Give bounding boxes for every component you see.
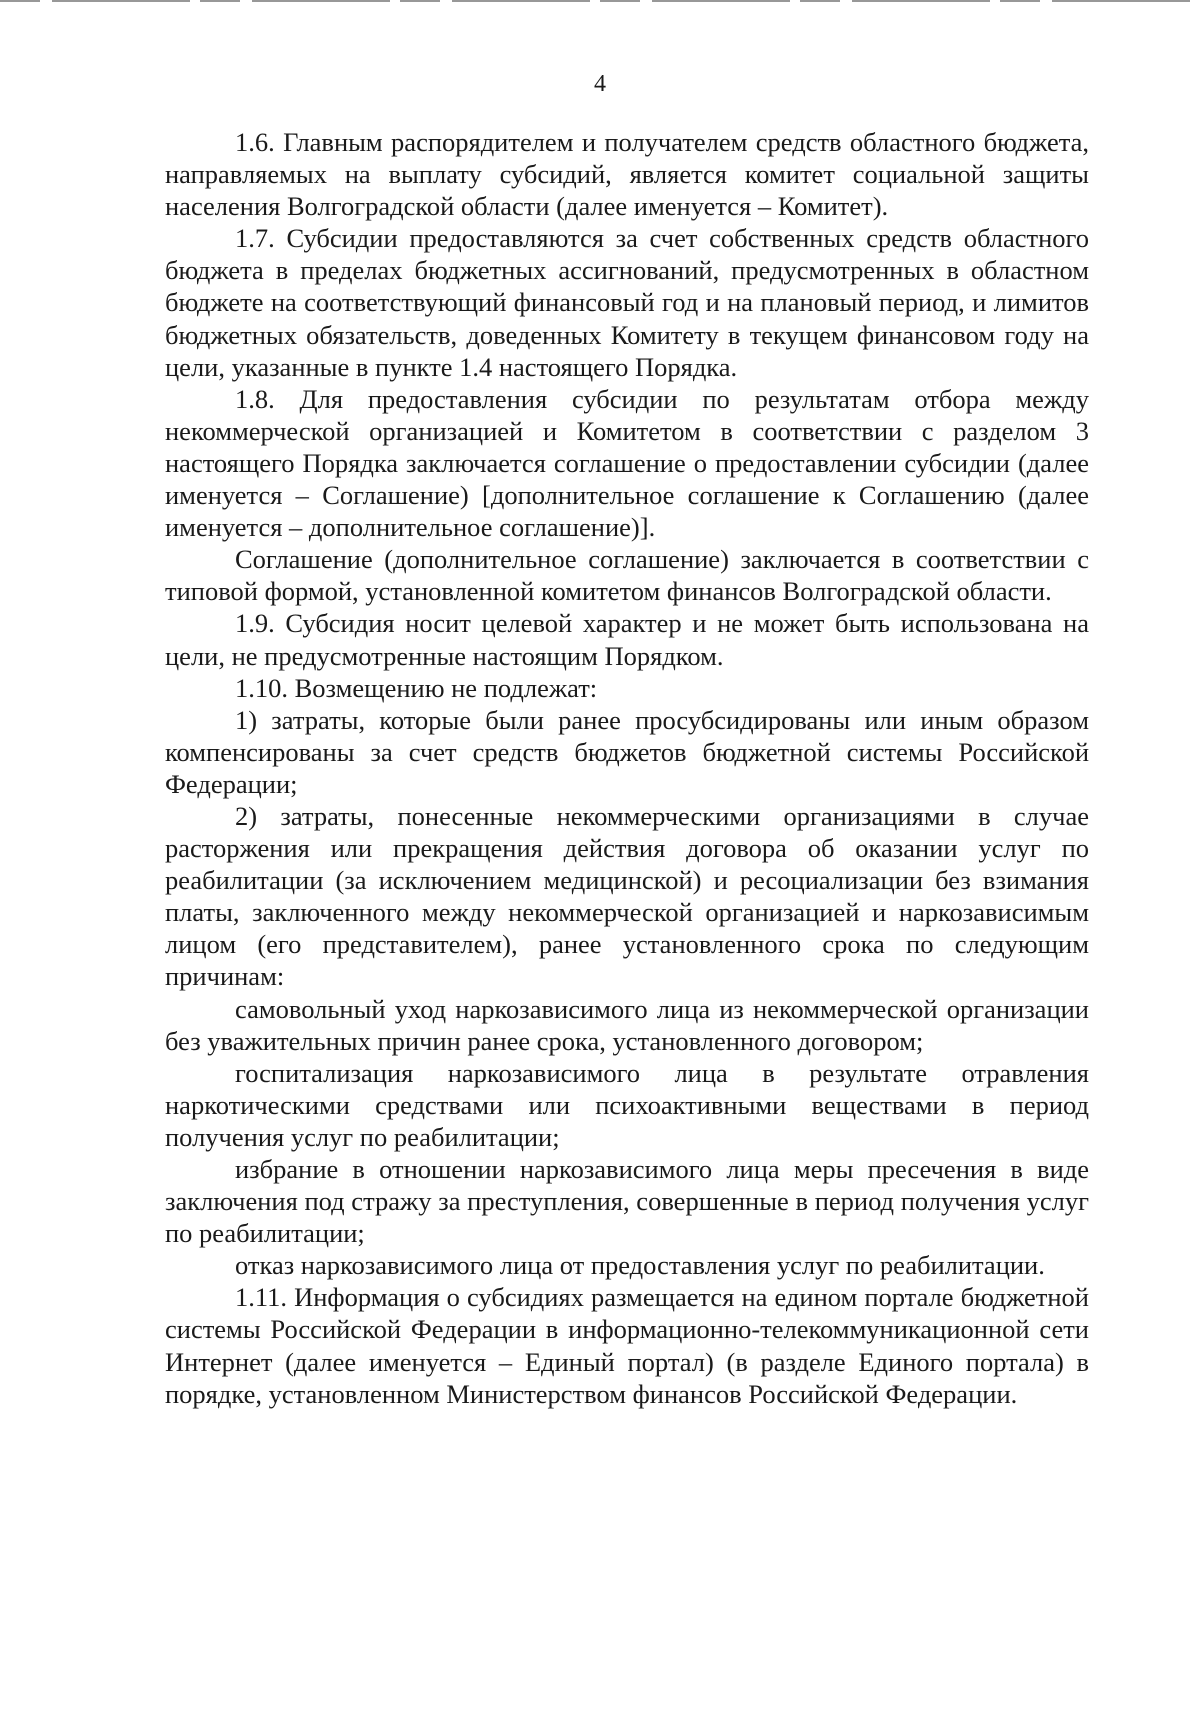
reason-refusal: отказ наркозависимого лица от предоставления услуг по реабилитации. <box>235 1250 1045 1281</box>
document-body <box>165 126 1089 1410</box>
page-number: 4 <box>594 71 606 97</box>
paragraph-agreement-form: Соглашение (дополнительное соглашение) заключается в соответствии с типовой формой, установленной комитетом финансов Волгоградской области. <box>165 544 1089 607</box>
reason-unauthorized-leave: самовольный уход наркозависимого лица из некоммерческой организации без уважительных причин ранее срока, установленного договором; <box>165 993 1089 1056</box>
scan-top-edge <box>0 0 1200 2</box>
reason-hospitalization: госпитализация наркозависимого лица в результате отравления наркотическими средствами или психоактивными веществами в период получения услуг по реабилитации; <box>165 1057 1089 1152</box>
paragraph-1-9: 1.9. Субсидия носит целевой характер и не может быть использована на цели, не предусмотренные настоящим Порядком. <box>165 608 1089 671</box>
paragraph-1-7: 1.7. Субсидии предоставляются за счет собственных средств областного бюджета в пределах бюджетных ассигнований, предусмотренных в областном бюджете на соответствующий финансовый год и на плановый период, и лимитов бюджетных обязательств, доведенных Комитету в текущем финансовом году на цели, указанные в пункте 1.4 настоящего Порядка. <box>165 223 1089 382</box>
paragraph-1-10: 1.10. Возмещению не подлежат: <box>235 672 598 703</box>
paragraph-1-6: 1.6. Главным распорядителем и получателем средств областного бюджета, направляемых на выплату субсидий, является комитет социальной защиты населения Волгоградской области (далее именуется – Комитет). <box>165 127 1089 222</box>
paragraph-1-11: 1.11. Информация о субсидиях размещается на едином портале бюджетной системы Российской Федерации в информационно-телекоммуникационной сети Интернет (далее именуется – Единый портал) (в разделе Единого портала) в порядке, установленном Министерством финансов Российской Федерации. <box>165 1282 1089 1409</box>
paragraph-1-8: 1.8. Для предоставления субсидии по результатам отбора между некоммерческой организацией и Комитетом в соответствии с разделом 3 настоящего Порядка заключается соглашение о предоставлении субсидии (далее именуется – Соглашение) [дополнительное соглашение к Соглашению (далее именуется – дополнительное соглашение)]. <box>165 383 1089 543</box>
reason-detention: избрание в отношении наркозависимого лица меры пресечения в виде заключения под стражу за преступления, совершенные в период получения услуг по реабилитации; <box>165 1154 1089 1249</box>
list-item-2: 2) затраты, понесенные некоммерческими организациями в случае расторжения или прекращения действия договора об оказании услуг по реабилитации (за исключением медицинской) и ресоциализации без взимания платы, заключенного между некоммерческой организацией и наркозависимым лицом (его представителем), ранее установленного срока по следующим причинам: <box>165 800 1089 992</box>
list-item-1: 1) затраты, которые были ранее просубсидированы или иным образом компенсированы за счет средств бюджетов бюджетной системы Российской Федерации; <box>165 704 1089 799</box>
